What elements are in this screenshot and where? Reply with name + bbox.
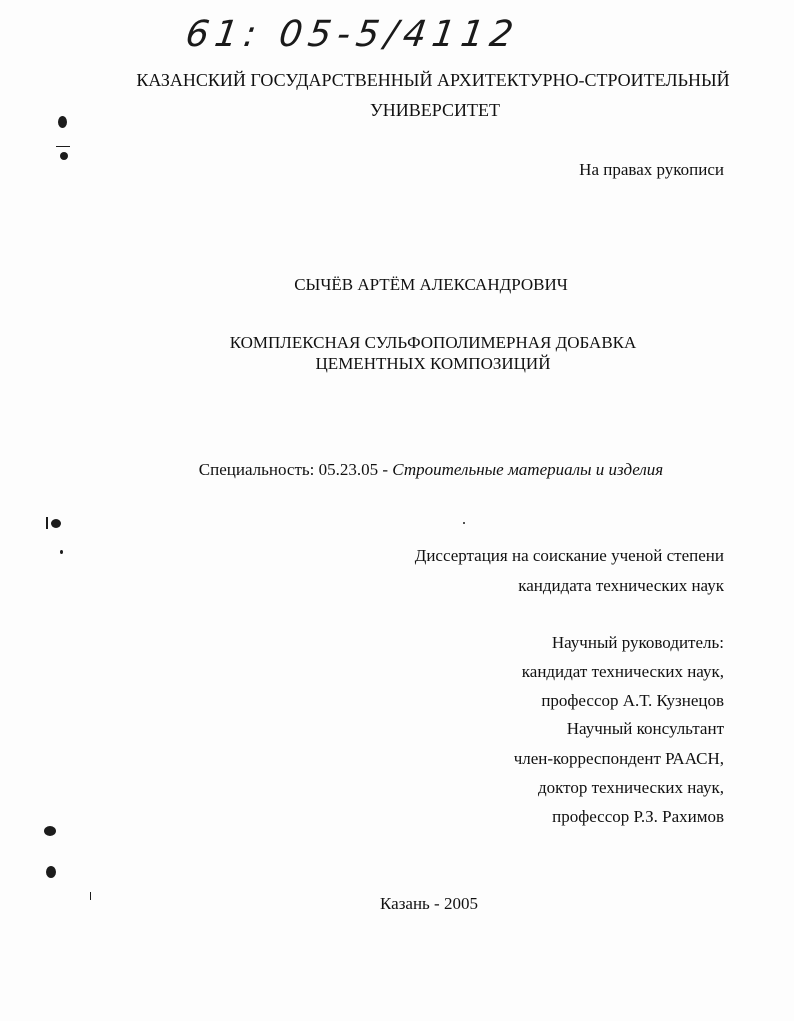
specialty-value: Строительные материалы и изделия bbox=[392, 460, 664, 479]
dissertation-title-line-1: КОМПЛЕКСНАЯ СУЛЬФОПОЛИМЕРНАЯ ДОБАВКА bbox=[229, 333, 637, 352]
place-and-year: Казань - 2005 bbox=[380, 894, 478, 913]
scan-speck bbox=[463, 522, 465, 524]
institution-line-1: КАЗАНСКИЙ ГОСУДАРСТВЕННЫЙ АРХИТЕКТУРНО-СТРОИТЕЛЬНЫЙ bbox=[136, 70, 730, 90]
scan-speck bbox=[46, 517, 48, 529]
consultant-degree: доктор технических наук, bbox=[537, 778, 724, 797]
scan-speck bbox=[44, 826, 56, 836]
consultant-name: профессор Р.З. Рахимов bbox=[552, 807, 724, 826]
manuscript-rights: На правах рукописи bbox=[579, 160, 724, 179]
specialty bbox=[34, 460, 794, 480]
scan-speck bbox=[60, 550, 63, 554]
supervisor-name: профессор А.Т. Кузнецов bbox=[541, 691, 724, 710]
scan-speck bbox=[60, 152, 68, 160]
archive-code-handwritten: 61: 05-5/4112 bbox=[183, 14, 522, 55]
scan-speck bbox=[51, 519, 61, 528]
institution-line-2: УНИВЕРСИТЕТ bbox=[370, 100, 500, 120]
author-name: СЫЧЁВ АРТЁМ АЛЕКСАНДРОВИЧ bbox=[294, 275, 568, 294]
dissertation-degree-line-2: кандидата технических наук bbox=[518, 576, 724, 595]
consultant-role: Научный консультант bbox=[566, 719, 724, 738]
supervisor-role: Научный руководитель: bbox=[551, 633, 724, 652]
scan-speck bbox=[46, 866, 56, 878]
scan-speck bbox=[58, 116, 67, 128]
scan-speck bbox=[56, 146, 70, 147]
consultant-membership: член-корреспондент РААСН, bbox=[513, 749, 724, 768]
dissertation-degree-line-1: Диссертация на соискание ученой степени bbox=[414, 546, 724, 565]
scan-speck bbox=[90, 892, 91, 900]
dissertation-title-line-2: ЦЕМЕНТНЫХ КОМПОЗИЦИЙ bbox=[315, 354, 551, 373]
supervisor-degree: кандидат технических наук, bbox=[521, 662, 724, 681]
specialty-label: Специальность: 05.23.05 - bbox=[198, 460, 393, 479]
